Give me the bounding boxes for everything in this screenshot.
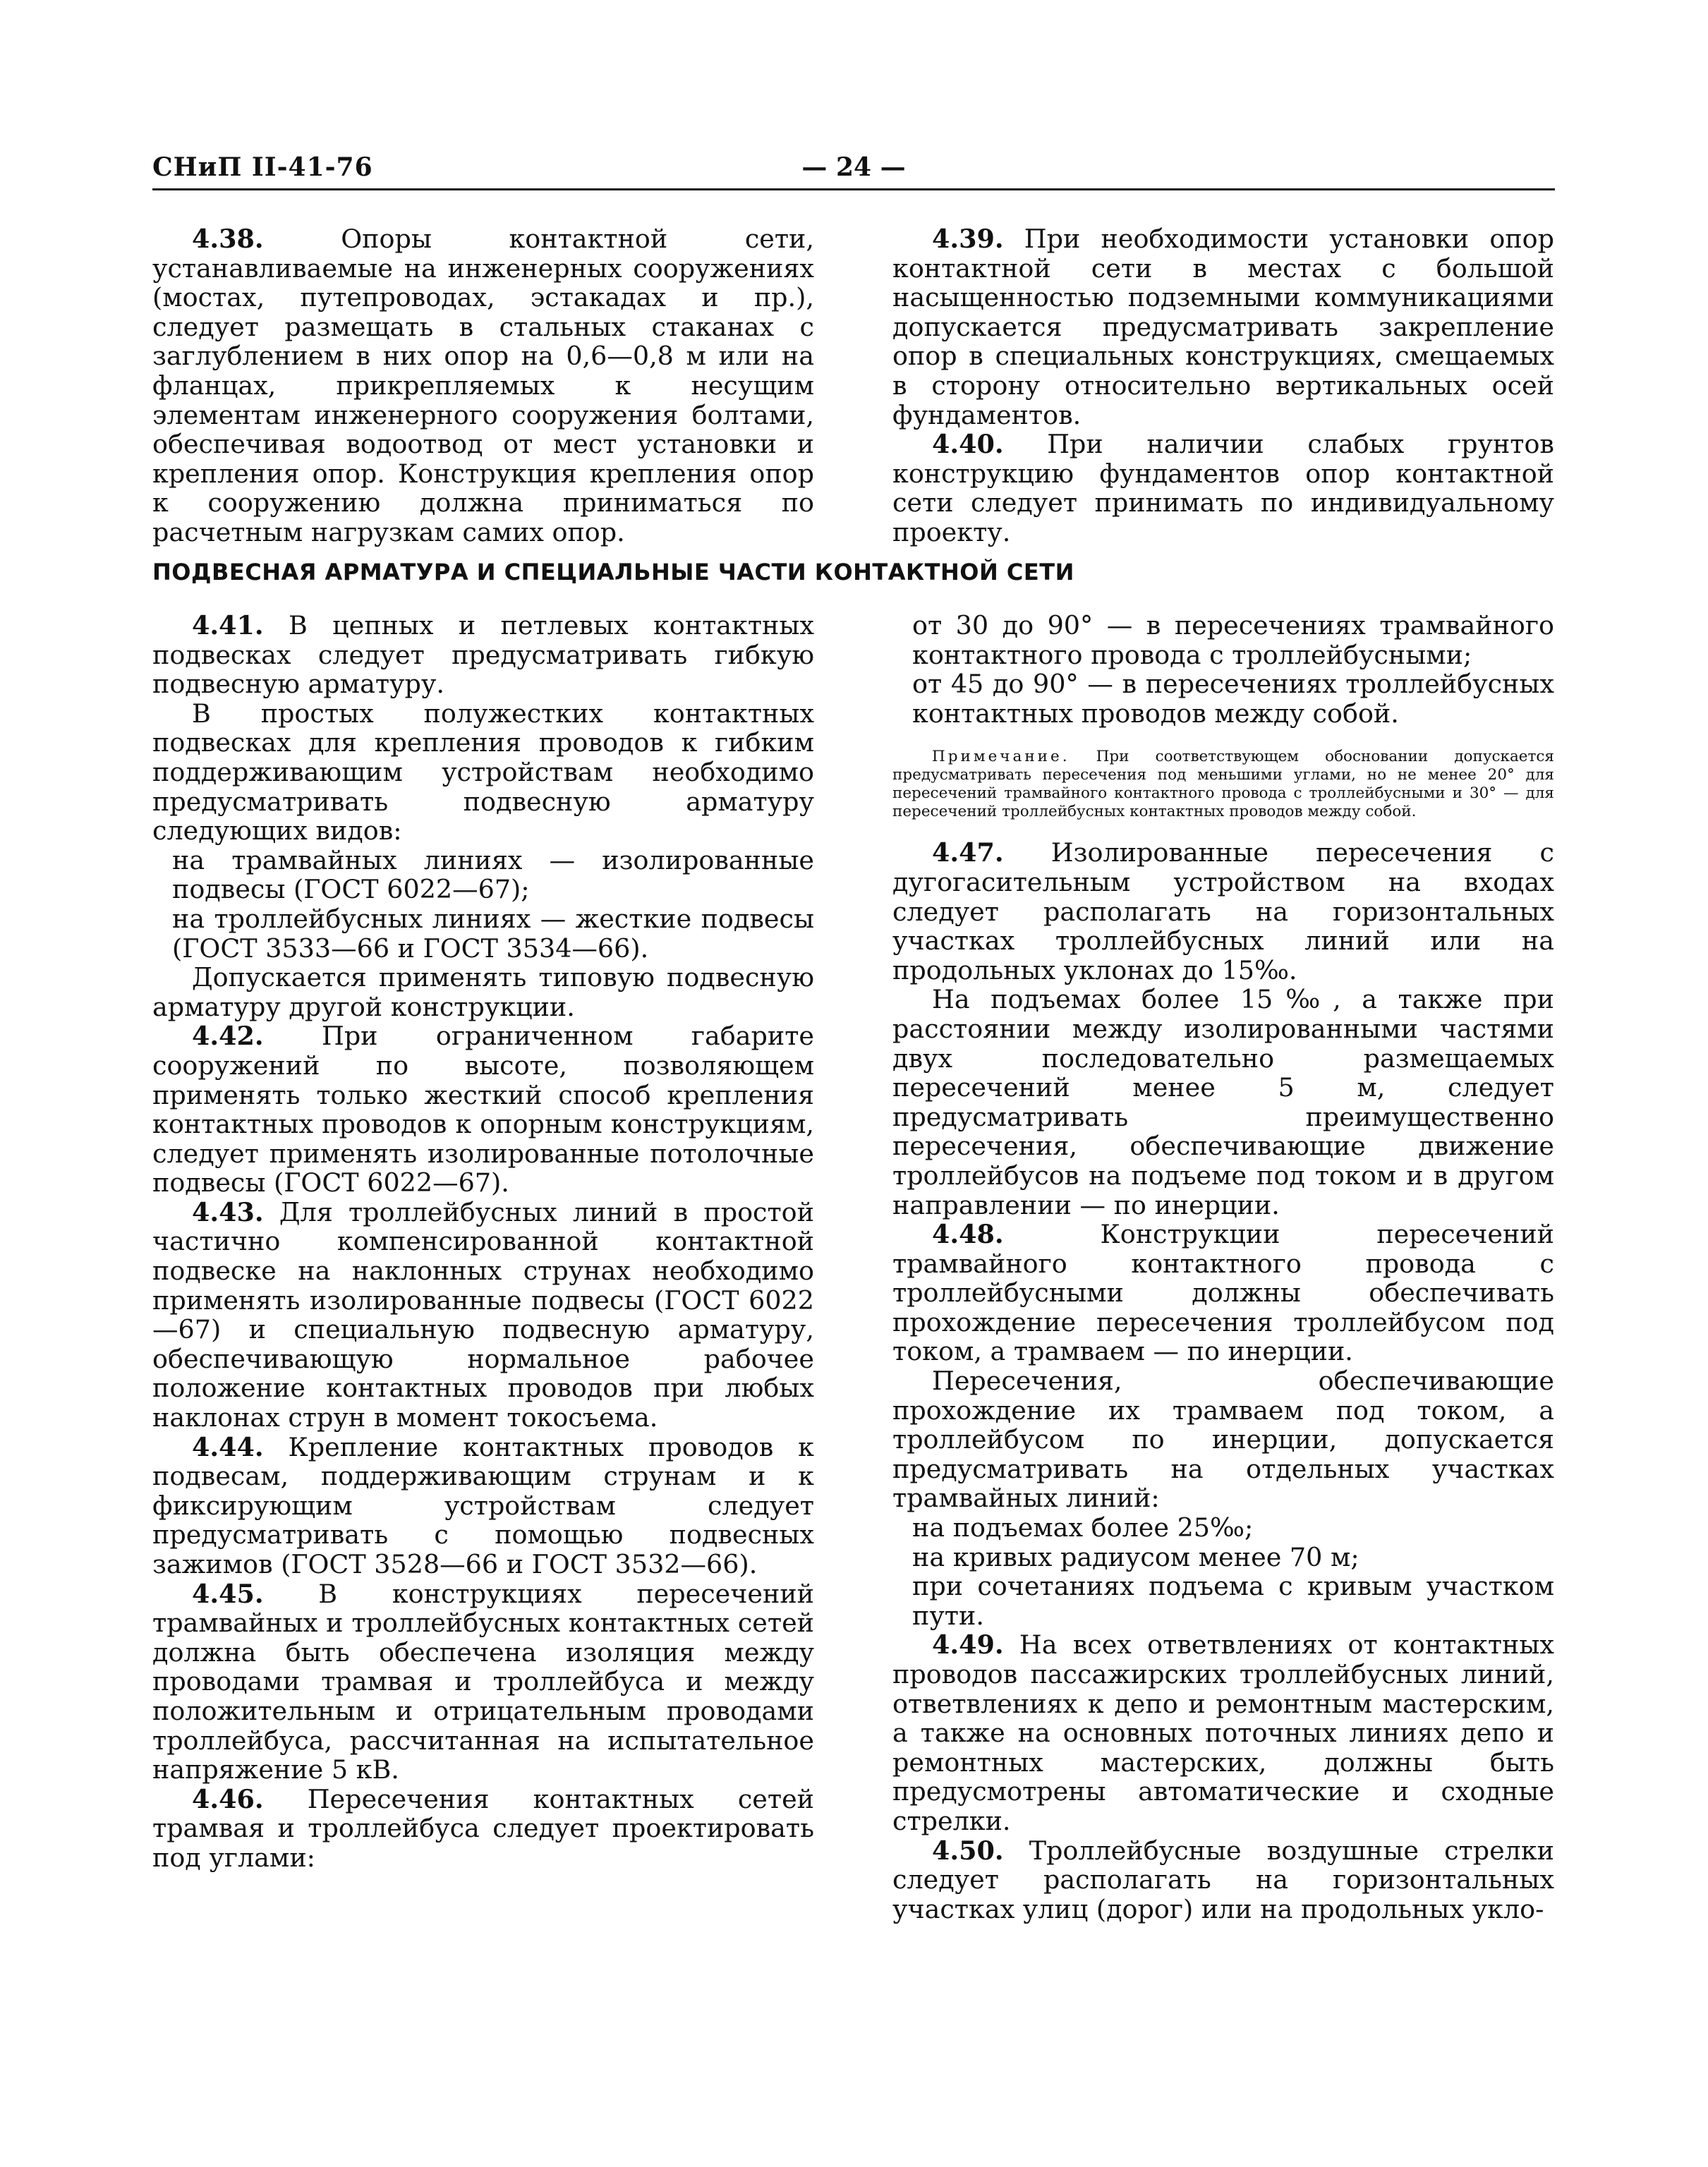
paragraph-text: Троллейбусные воздушные стрелки следует располагать на горизонтальных участках улиц (дорог) или на продольных укло- bbox=[892, 1835, 1554, 1924]
paragraph-text: В простых полужестких контактных подвесках для крепления проводов к гибким поддерживающим устройствам необходимо предусматривать подвесную арматуру следующих видов: bbox=[152, 698, 814, 846]
paragraph-text: Конструкции пересечений трамвайного контактного провода с троллейбусными должны обеспечивать прохождение пересечения троллейбусом под током, а трамваем — по инерции. bbox=[892, 1219, 1554, 1367]
paragraph-text: при сочетаниях подъема с кривым участком пути. bbox=[912, 1571, 1554, 1631]
paragraph bbox=[152, 224, 814, 547]
paragraph-text: Пересечения, обеспечивающие прохождение их трамваем под током, а троллейбусом по инерции, допускается предусматривать на отдельных участках трамвайных линий: bbox=[892, 1366, 1554, 1514]
paragraph bbox=[892, 1543, 1554, 1572]
clause-number: 4.39. bbox=[932, 224, 1004, 254]
paragraph-text: Для троллейбусных линий в простой частично компенсированной контактной подвеске на наклонных струнах необходимо применять изолированные подвесы (ГОСТ 6022—67) и специальную подвесную арматуру, обеспечивающую нормальное рабочее положение контактных проводов при любых наклонах струн в момент токосъема. bbox=[152, 1196, 814, 1433]
paragraph-text: В цепных и петлевых контактных подвесках следует предусматривать гибкую подвесную арматуру. bbox=[152, 610, 814, 700]
paragraph bbox=[892, 224, 1554, 430]
paragraph-text: Крепление контактных проводов к подвесам, поддерживающим струнам и к фиксирующим устройствам следует предусматривать с помощью подвесных зажимов (ГОСТ 3528—66 и ГОСТ 3532—66). bbox=[152, 1431, 814, 1579]
clause-number: 4.44. bbox=[192, 1431, 264, 1462]
paragraph bbox=[152, 1433, 814, 1579]
paragraph bbox=[152, 1579, 814, 1785]
clause-number: 4.40. bbox=[932, 429, 1004, 460]
paragraph bbox=[892, 1366, 1554, 1513]
paragraph-text: Изолированные пересечения с дугогасительным устройством на входах следует располагать на горизонтальных участках троллейбусных линий или на продольных уклонах до 15‰. bbox=[892, 837, 1554, 985]
paragraph-text: на подъемах более 25‰; bbox=[912, 1512, 1254, 1543]
paragraph bbox=[152, 699, 814, 846]
clause-number: 4.41. bbox=[192, 610, 264, 641]
paragraph-text: Допускается применять типовую подвесную арматуру другой конструкции. bbox=[152, 962, 814, 1022]
right-column-clauses bbox=[892, 838, 1554, 1924]
paragraph-text: При необходимости установки опор контактной сети в местах с большой насыщенностью подземными коммуникациями допускается предусматривать закрепление опор в специальных конструкциях, смещаемых в сторону относительно вертикальных осей фундаментов. bbox=[892, 224, 1554, 430]
footnote bbox=[892, 748, 1554, 821]
clause-number: 4.42. bbox=[192, 1021, 264, 1052]
clause-number: 4.45. bbox=[192, 1578, 264, 1609]
paragraph-text: на кривых радиусом менее 70 м; bbox=[912, 1541, 1359, 1572]
paragraph-text: Опоры контактной сети, устанавливаемые на инженерных сооружениях (мостах, путепроводах, эстакадах и пр.), следует размещать в стальных стаканах с заглублением в них опор на 0,6—0,8 м или на фланцах, прикрепляемых к несущим элементам инженерного сооружения болтами, обеспечивая водоотвод от мест установки и крепления опор. Конструкция крепления опор к сооружению должна приниматься по расчетным нагрузкам самих опор. bbox=[152, 224, 814, 547]
clause-number: 4.50. bbox=[932, 1835, 1004, 1866]
paragraph bbox=[152, 963, 814, 1021]
paragraph bbox=[892, 1836, 1554, 1924]
document-code: СНиП II-41-76 bbox=[152, 152, 373, 182]
paragraph bbox=[892, 985, 1554, 1220]
paragraph bbox=[892, 1630, 1554, 1835]
paragraph bbox=[152, 1021, 814, 1198]
paragraph bbox=[152, 611, 814, 699]
section-heading: ПОДВЕСНАЯ АРМАТУРА И СПЕЦИАЛЬНЫЕ ЧАСТИ КОНТАКТНОЙ СЕТИ bbox=[152, 559, 1074, 585]
paragraph bbox=[152, 904, 814, 963]
clause-number: 4.43. bbox=[192, 1196, 264, 1227]
paragraph bbox=[892, 1513, 1554, 1543]
clause-number: 4.46. bbox=[192, 1783, 264, 1814]
clause-number: 4.47. bbox=[932, 837, 1004, 868]
paragraph bbox=[152, 846, 814, 904]
paragraph bbox=[892, 1572, 1554, 1630]
paragraph-text: При наличии слабых грунтов конструкцию фундаментов опор контактной сети следует принимать по индивидуальному проекту. bbox=[892, 429, 1554, 547]
paragraph-text: На всех ответвлениях от контактных проводов пассажирских троллейбусных линий, ответвлениях к депо и ремонтным мастерским, а также на основных поточных линиях депо и ремонтных мастерских, должны быть предусмотрены автоматические и сходные стрелки. bbox=[892, 1629, 1554, 1836]
clause-number: 4.48. bbox=[932, 1219, 1004, 1250]
footnote-label: Примечание. bbox=[932, 748, 1070, 766]
paragraph bbox=[152, 1198, 814, 1433]
page-number: — 24 — bbox=[801, 152, 906, 182]
footnote-text: При соответствующем обосновании допускается предусматривать пересечения под меньшими углами, но не менее 20° для пересечений трамвайного контактного провода с троллейбусными и 30° — для пересечений троллейбусных контактных проводов между собой. bbox=[892, 748, 1554, 821]
paragraph-text: от 45 до 90° — в пересечениях троллейбусных контактных проводов между собой. bbox=[912, 669, 1554, 729]
clause-number: 4.38. bbox=[192, 224, 264, 254]
left-column bbox=[152, 611, 814, 1873]
page-header bbox=[152, 151, 1555, 190]
paragraph bbox=[892, 838, 1554, 985]
right-column bbox=[892, 611, 1554, 1924]
paragraph bbox=[892, 430, 1554, 547]
paragraph bbox=[152, 1785, 814, 1873]
paragraph-text: В конструкциях пересечений трамвайных и троллейбусных контактных сетей должна быть обеспечена изоляция между проводами трамвая и троллейбуса и между положительным и отрицательным проводами троллейбуса, рассчитанная на испытательное напряжение 5 кВ. bbox=[152, 1578, 814, 1785]
paragraph-text: от 30 до 90° — в пересечениях трамвайного контактного провода с троллейбусными; bbox=[912, 610, 1554, 670]
right-column-angles bbox=[892, 611, 1554, 728]
top-right-column bbox=[892, 224, 1554, 547]
paragraph bbox=[892, 611, 1554, 669]
top-left-column bbox=[152, 224, 814, 547]
clause-number: 4.49. bbox=[932, 1629, 1004, 1661]
paragraph-text: на трамвайных линиях — изолированные подвесы (ГОСТ 6022—67); bbox=[172, 844, 814, 905]
paragraph-text: При ограниченном габарите сооружений по высоте, позволяющем применять только жесткий способ крепления контактных проводов к опорным конструкциям, следует применять изолированные потолочные подвесы (ГОСТ 6022—67). bbox=[152, 1021, 814, 1198]
paragraph-text: Пересечения контактных сетей трамвая и троллейбуса следует проектировать под углами: bbox=[152, 1783, 814, 1873]
paragraph bbox=[892, 669, 1554, 728]
paragraph-text: на троллейбусных линиях — жесткие подвесы (ГОСТ 3533—66 и ГОСТ 3534—66). bbox=[172, 903, 814, 964]
paragraph-text: На подъемах более 15‰, а также при расстоянии между изолированными частями двух последовательно размещаемых пересечений менее 5 м, следует предусматривать преимущественно пересечения, обеспечивающие движение троллейбусов на подъеме под током и в другом направлении — по инерции. bbox=[892, 984, 1554, 1220]
paragraph bbox=[892, 1220, 1554, 1366]
